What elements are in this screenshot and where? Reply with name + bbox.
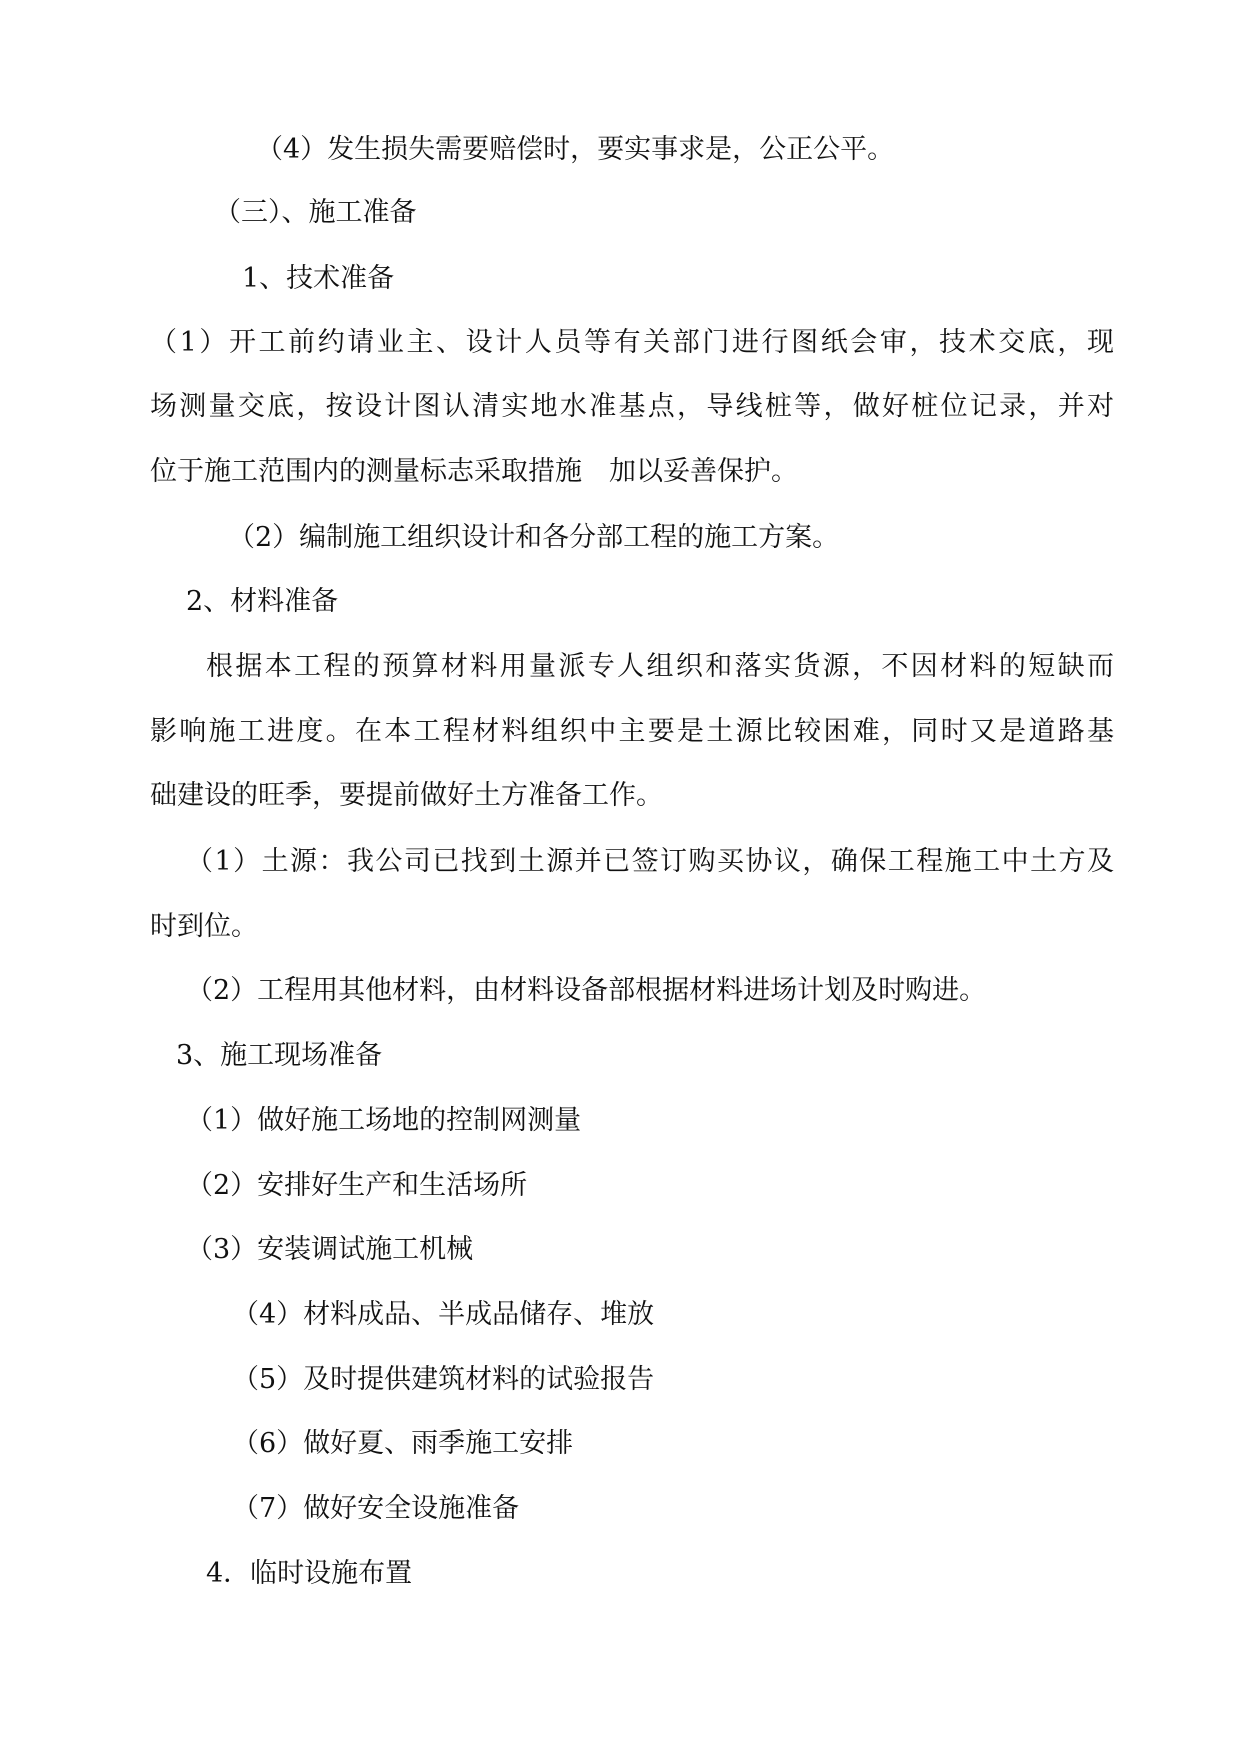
paragraph-material-line-1: 根据本工程的预算材料用量派专人组织和落实货源，不因材料的短缺而: [206, 651, 1114, 682]
paragraph-soil-source-line-2: 时到位。: [150, 911, 258, 942]
paragraph-technical-1-line-3: 位于施工范围内的测量标志采取措施 加以妥善保护。: [150, 456, 798, 487]
list-item-site-5: （5）及时提供建筑材料的试验报告: [232, 1364, 655, 1395]
list-item-site-7: （7）做好安全设施准备: [232, 1493, 520, 1524]
paragraph-other-materials: （2）工程用其他材料，由材料设备部根据材料进场计划及时购进。: [186, 975, 987, 1006]
paragraph-soil-source-line-1: （1）土源：我公司已找到土源并已签订购买协议，确保工程施工中土方及: [186, 846, 1114, 877]
subheading-technical-preparation: 1、技术准备: [242, 263, 395, 294]
list-item-site-6: （6）做好夏、雨季施工安排: [232, 1428, 574, 1459]
section-heading-construction-preparation: （三）、施工准备: [214, 197, 417, 228]
list-item-site-3: （3）安装调试施工机械: [186, 1234, 474, 1265]
paragraph-technical-2: （2）编制施工组织设计和各分部工程的施工方案。: [228, 522, 840, 553]
subheading-temporary-facilities: 4．临时设施布置: [206, 1558, 413, 1589]
paragraph-loss-compensation: （4）发生损失需要赔偿时，要实事求是，公正公平。: [256, 134, 895, 165]
list-item-site-2: （2）安排好生产和生活场所: [186, 1170, 528, 1201]
paragraph-material-line-2: 影响施工进度。在本工程材料组织中主要是土源比较困难，同时又是道路基: [150, 716, 1114, 747]
list-item-site-4: （4）材料成品、半成品储存、堆放: [232, 1299, 655, 1330]
paragraph-technical-1-line-2: 场测量交底，按设计图认清实地水准基点，导线桩等，做好桩位记录，并对: [150, 391, 1114, 422]
paragraph-technical-1-line-1: （1）开工前约请业主、设计人员等有关部门进行图纸会审，技术交底，现: [150, 327, 1114, 358]
list-item-site-1: （1）做好施工场地的控制网测量: [186, 1105, 582, 1136]
subheading-material-preparation: 2、材料准备: [186, 586, 339, 617]
paragraph-material-line-3: 础建设的旺季，要提前做好土方准备工作。: [150, 780, 663, 811]
subheading-site-preparation: 3、施工现场准备: [176, 1040, 383, 1071]
